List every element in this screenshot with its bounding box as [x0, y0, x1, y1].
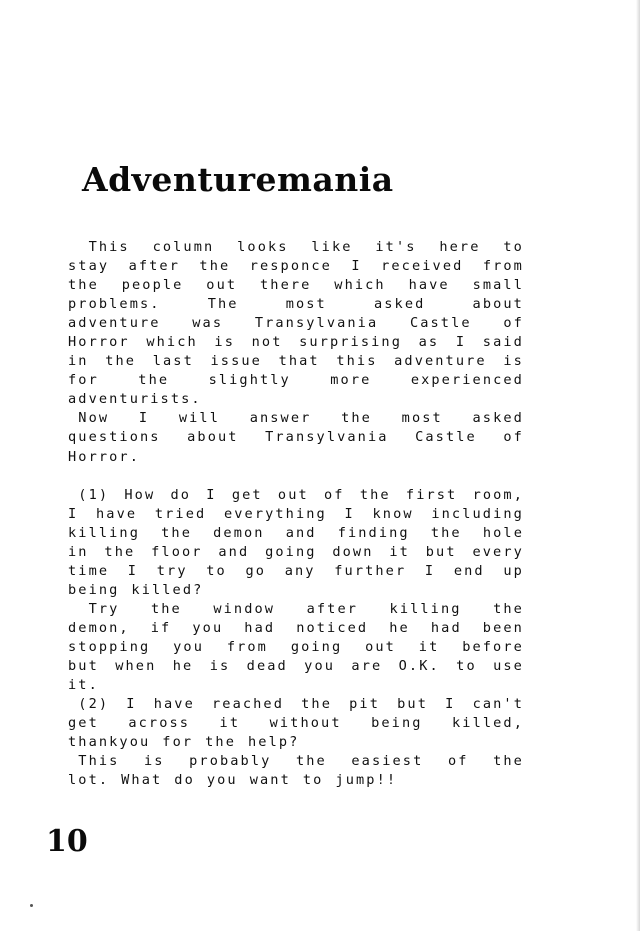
word: the	[493, 600, 524, 617]
word: finding	[337, 524, 410, 541]
word: I	[344, 505, 355, 522]
word: it	[219, 715, 241, 732]
word: Try	[68, 600, 120, 617]
word: first	[405, 486, 458, 503]
word: have	[408, 277, 450, 294]
text-line	[68, 695, 524, 714]
word: the	[341, 410, 372, 427]
word: killing	[68, 524, 140, 541]
word: more	[330, 372, 372, 389]
word: I	[68, 505, 79, 522]
text-line	[68, 676, 524, 695]
word: from	[482, 258, 524, 275]
word: but	[425, 543, 457, 560]
word: are	[351, 658, 383, 675]
word: the	[430, 524, 462, 541]
word: it's	[375, 239, 417, 255]
word: received	[381, 258, 464, 275]
word: I	[206, 486, 217, 503]
word: Transylvania	[265, 429, 389, 446]
word: easiest	[351, 753, 424, 770]
word: in	[68, 543, 89, 560]
word: surprising	[299, 334, 402, 351]
text-line	[68, 657, 524, 676]
text-line	[68, 486, 524, 505]
word: if	[150, 619, 172, 636]
word: everything	[223, 505, 327, 522]
word: last	[152, 353, 194, 370]
word: you	[192, 619, 224, 636]
word: questions	[68, 429, 161, 446]
word: adventurists.	[68, 391, 202, 408]
word: which	[334, 277, 386, 294]
word: you	[304, 658, 336, 675]
word: every	[472, 543, 524, 560]
word: had	[244, 619, 276, 636]
word: time	[68, 562, 110, 579]
word: the	[205, 734, 236, 751]
word: How	[124, 486, 156, 503]
text-line	[68, 295, 524, 314]
word: further	[334, 562, 407, 579]
text-line	[68, 505, 524, 524]
word: said	[482, 334, 524, 351]
word: the	[138, 372, 170, 389]
word: the	[68, 277, 99, 294]
text-line	[68, 333, 524, 352]
word: is	[214, 334, 235, 351]
word: like	[311, 239, 353, 255]
word: before	[462, 638, 524, 655]
word: This	[68, 239, 130, 255]
text-line	[68, 371, 524, 390]
word: was	[192, 315, 224, 332]
word: stay	[68, 258, 110, 275]
word: adventure	[68, 315, 161, 332]
word: of	[503, 429, 524, 446]
word: column	[152, 239, 215, 255]
word: get	[68, 715, 99, 732]
word: Transylvania	[254, 315, 379, 332]
word: do	[174, 772, 195, 789]
text-line	[68, 638, 524, 657]
page-edge-shadow	[636, 0, 640, 931]
text-line	[68, 733, 524, 752]
word: the	[295, 753, 327, 770]
word: after	[128, 258, 180, 275]
text-line	[68, 409, 524, 428]
word: to	[302, 772, 324, 789]
word: responce	[249, 258, 332, 275]
word: when	[115, 658, 157, 675]
word: I	[126, 696, 137, 713]
word: he	[389, 619, 410, 636]
word: killing	[389, 600, 462, 617]
word: (2)	[68, 696, 110, 713]
word: been	[482, 619, 524, 636]
word: The	[207, 296, 239, 313]
word: Now	[68, 410, 110, 427]
word: the	[161, 524, 192, 541]
word: floor	[151, 543, 203, 560]
word: had	[430, 619, 462, 636]
word: this	[336, 353, 378, 370]
word: will	[178, 410, 220, 427]
word: adventure	[394, 353, 487, 370]
text-line	[68, 771, 524, 790]
word: of	[447, 753, 469, 770]
word: but	[397, 696, 428, 713]
word: and	[285, 524, 317, 541]
word: down	[332, 543, 374, 560]
word: dead	[246, 658, 288, 675]
word: most	[285, 296, 327, 313]
column-title: Adventuremania	[82, 160, 394, 199]
word: of	[503, 315, 524, 332]
word: have	[153, 696, 195, 713]
word: go	[245, 562, 267, 579]
text-line	[68, 428, 524, 447]
word: end	[453, 562, 485, 579]
text-line	[68, 543, 524, 562]
word: the	[301, 696, 332, 713]
text-line	[68, 352, 524, 371]
word: answer	[249, 410, 312, 427]
word: here	[439, 239, 481, 255]
word: reached	[212, 696, 284, 713]
word: being	[371, 715, 423, 732]
word: in	[68, 353, 89, 370]
text-line	[68, 752, 524, 771]
word: out	[277, 486, 309, 503]
word: to	[456, 658, 477, 675]
word: most	[401, 410, 443, 427]
word: I	[351, 258, 362, 275]
word: looks	[237, 239, 289, 255]
word: O.K.	[398, 658, 440, 675]
text-line	[68, 238, 524, 257]
word: to	[503, 239, 524, 255]
text-line	[68, 600, 524, 619]
word: try	[156, 562, 188, 579]
word: the	[199, 258, 231, 275]
word: out	[365, 638, 396, 655]
text-line	[68, 448, 524, 467]
word: being	[68, 581, 120, 598]
word: hole	[482, 524, 524, 541]
word: This	[68, 753, 120, 770]
word: use	[493, 658, 524, 675]
word: room,	[472, 486, 524, 503]
word: stopping	[68, 638, 151, 655]
word: going	[290, 638, 343, 655]
word: window	[213, 600, 276, 617]
word: I	[424, 562, 436, 579]
word: demon,	[68, 619, 130, 636]
text-line	[68, 467, 524, 486]
word: is	[209, 658, 231, 675]
paper-speck	[30, 904, 33, 907]
word: Horror	[68, 334, 130, 351]
text-line	[68, 714, 524, 733]
word: the	[150, 600, 182, 617]
word: noticed	[296, 619, 369, 636]
word: get	[231, 486, 263, 503]
word: you	[173, 638, 204, 655]
word: want	[249, 772, 291, 789]
word: small	[472, 277, 524, 294]
word: probably	[189, 753, 272, 770]
word: I	[445, 696, 456, 713]
word: demon	[213, 524, 265, 541]
word: and	[218, 543, 250, 560]
word: can't	[472, 696, 524, 713]
text-line	[68, 619, 524, 638]
word: lot.	[68, 772, 110, 789]
word: to	[206, 562, 227, 579]
word: thankyou	[68, 734, 151, 751]
word: out	[206, 277, 238, 294]
word: going	[265, 543, 317, 560]
word: up	[503, 562, 524, 579]
word: it	[389, 543, 410, 560]
page-number: 10	[46, 824, 88, 859]
word: any	[284, 562, 316, 579]
word: slightly	[208, 372, 291, 389]
word: about	[472, 296, 524, 313]
word: killed,	[452, 715, 524, 732]
word: but	[68, 658, 99, 675]
word: of	[324, 486, 345, 503]
word: jump!!	[335, 772, 398, 789]
word: I	[138, 410, 150, 427]
word: from	[226, 638, 268, 655]
word: asked	[472, 410, 524, 427]
word: as	[418, 334, 440, 351]
word: people	[121, 277, 184, 294]
word: pit	[349, 696, 380, 713]
text-line	[68, 524, 524, 543]
word: help?	[248, 734, 300, 751]
text-line	[68, 390, 524, 409]
word: Castle	[415, 429, 477, 446]
word: problems.	[68, 296, 161, 313]
word: the	[105, 353, 137, 370]
word: have	[96, 505, 138, 522]
word: killed?	[131, 581, 204, 598]
word: do	[170, 486, 192, 503]
word: after	[306, 600, 359, 617]
word: I	[455, 334, 467, 351]
word: issue	[210, 353, 262, 370]
word: (1)	[68, 486, 110, 503]
text-line	[68, 314, 524, 333]
word: that	[278, 353, 320, 370]
word: for	[162, 734, 194, 751]
word: it	[418, 638, 440, 655]
word: not	[251, 334, 283, 351]
word: the	[359, 486, 391, 503]
word: including	[431, 505, 524, 522]
word: is	[503, 353, 524, 370]
word: across	[128, 715, 191, 732]
word: experienced	[410, 372, 524, 389]
text-line	[68, 257, 524, 276]
word: the	[104, 543, 136, 560]
text-line	[68, 562, 524, 581]
word: What	[121, 772, 163, 789]
word: about	[187, 429, 239, 446]
word: there	[260, 277, 312, 294]
word: know	[372, 505, 414, 522]
article-body	[68, 238, 524, 790]
word: it.	[68, 677, 99, 694]
word: which	[146, 334, 198, 351]
text-line	[68, 581, 524, 600]
word: the	[493, 753, 524, 770]
word: without	[269, 715, 342, 732]
word: asked	[373, 296, 426, 313]
word: for	[68, 372, 99, 389]
word: Horror.	[68, 448, 140, 465]
word: you	[206, 772, 238, 789]
word: Castle	[409, 315, 472, 332]
word: he	[172, 658, 194, 675]
word: I	[127, 562, 139, 579]
word: tried	[154, 505, 207, 522]
word: is	[143, 753, 165, 770]
text-line	[68, 276, 524, 295]
